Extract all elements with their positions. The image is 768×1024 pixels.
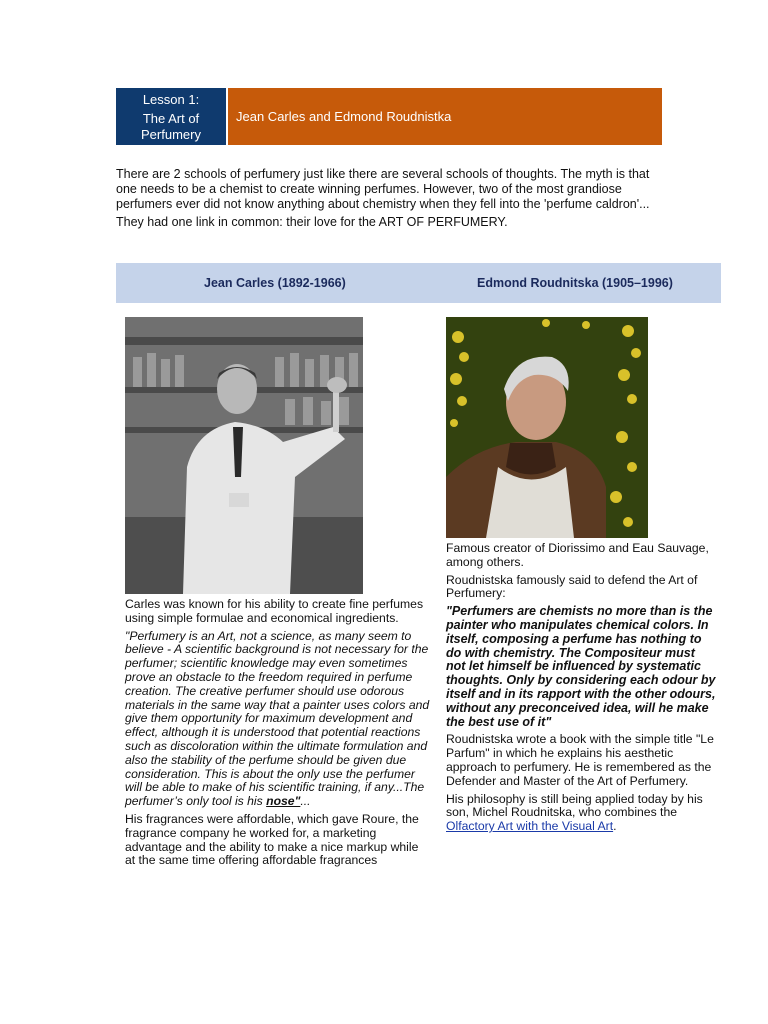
lesson-title-line1: The Art of <box>142 111 200 126</box>
roudnitska-book-text: Roudnistska wrote a book with the simple title "Le Parfum" in which he explains his aesthetic approach to perfumery. He is remembered as the Defender and Master of the Art of Perfumery. <box>446 732 714 788</box>
roudnitska-quote: "Perfumers are chemists no more than is the painter who manipulates chemical colors. In itself, composing a perfume has nothing to do with chemistry. The Compositeur must not let himself be influenced by systematic thoughts. Only by considering each odour by itself and in its rapport with the other odours, without any preconceived idea, will he make the best use of it" <box>446 604 716 729</box>
jean-carles-column <box>125 598 430 872</box>
carles-intro: Carles was known for his ability to create fine perfumes using simple formulae and economical ingredients. <box>125 597 424 625</box>
carles-quote-nose: nose" <box>266 794 301 809</box>
roudnitska-philosophy-text: His philosophy is still being applied today by his son, Michel Roudnitska, who combines the <box>446 791 703 820</box>
carles-quote-ellipsis: ... <box>300 794 311 809</box>
roudnitska-philosophy-end: . <box>613 819 617 834</box>
right-column-heading: Edmond Roudnitska (1905–1996) <box>477 276 673 290</box>
lesson-number: Lesson 1: <box>142 92 200 107</box>
lesson-title-line2: Perfumery <box>141 127 201 142</box>
carles-fragrances-text: His fragrances were affordable, which gave Roure, the fragrance company he worked for, a marketing advantage and the ability to make a nice markup while at the same time offering affordable fragrances <box>125 811 419 868</box>
intro-paragraph-2: They had one link in common: their love for the ART OF PERFUMERY. <box>116 215 508 229</box>
edmond-roudnitska-photo <box>446 317 648 538</box>
intro-paragraph: There are 2 schools of perfumery just like there are several schools of thoughts. The myth is that one needs to be a chemist to create winning perfumes. However, two of the most grandiose perfumers ever did not know anything about chemistry when they fell into the 'perfume caldron'... <box>116 167 650 211</box>
carles-quote <box>125 630 430 809</box>
carles-quote-text: "Perfumery is an Art, not a science, as many seem to believe - A scientific background is not necessary for the perfumer; scientific knowledge may even sometimes prove an obstacle to the freedom required in perfume creation. The creative perfumer should use odorous materials in the same way that a painter uses colors and give them opportunity for maximum development and effect, although it is understood that potential reactions such as discoloration within the ultimate formulation and also the stability of the perfume should be given due consideration. This is about the only use the perfumer will be able to make of his scientific training, if any...The perfumer’s only tool is his <box>125 628 430 809</box>
column-headings <box>116 263 721 303</box>
edmond-roudnitska-column <box>446 542 716 838</box>
page-title: Jean Carles and Edmond Roudnistka <box>228 88 662 145</box>
olfactory-art-link[interactable]: Olfactory Art with the Visual Art <box>446 819 614 834</box>
lesson-label-box <box>116 88 226 145</box>
left-column-heading: Jean Carles (1892-1966) <box>204 276 346 290</box>
roudnitska-philosophy <box>446 793 716 834</box>
jean-carles-photo <box>125 317 363 594</box>
roudnitska-caption: Famous creator of Diorissimo and Eau Sauvage, among others. <box>446 541 709 569</box>
roudnitska-defense-text: Roudnistska famously said to defend the Art of Perfumery: <box>446 572 698 601</box>
intro-text <box>116 167 656 233</box>
